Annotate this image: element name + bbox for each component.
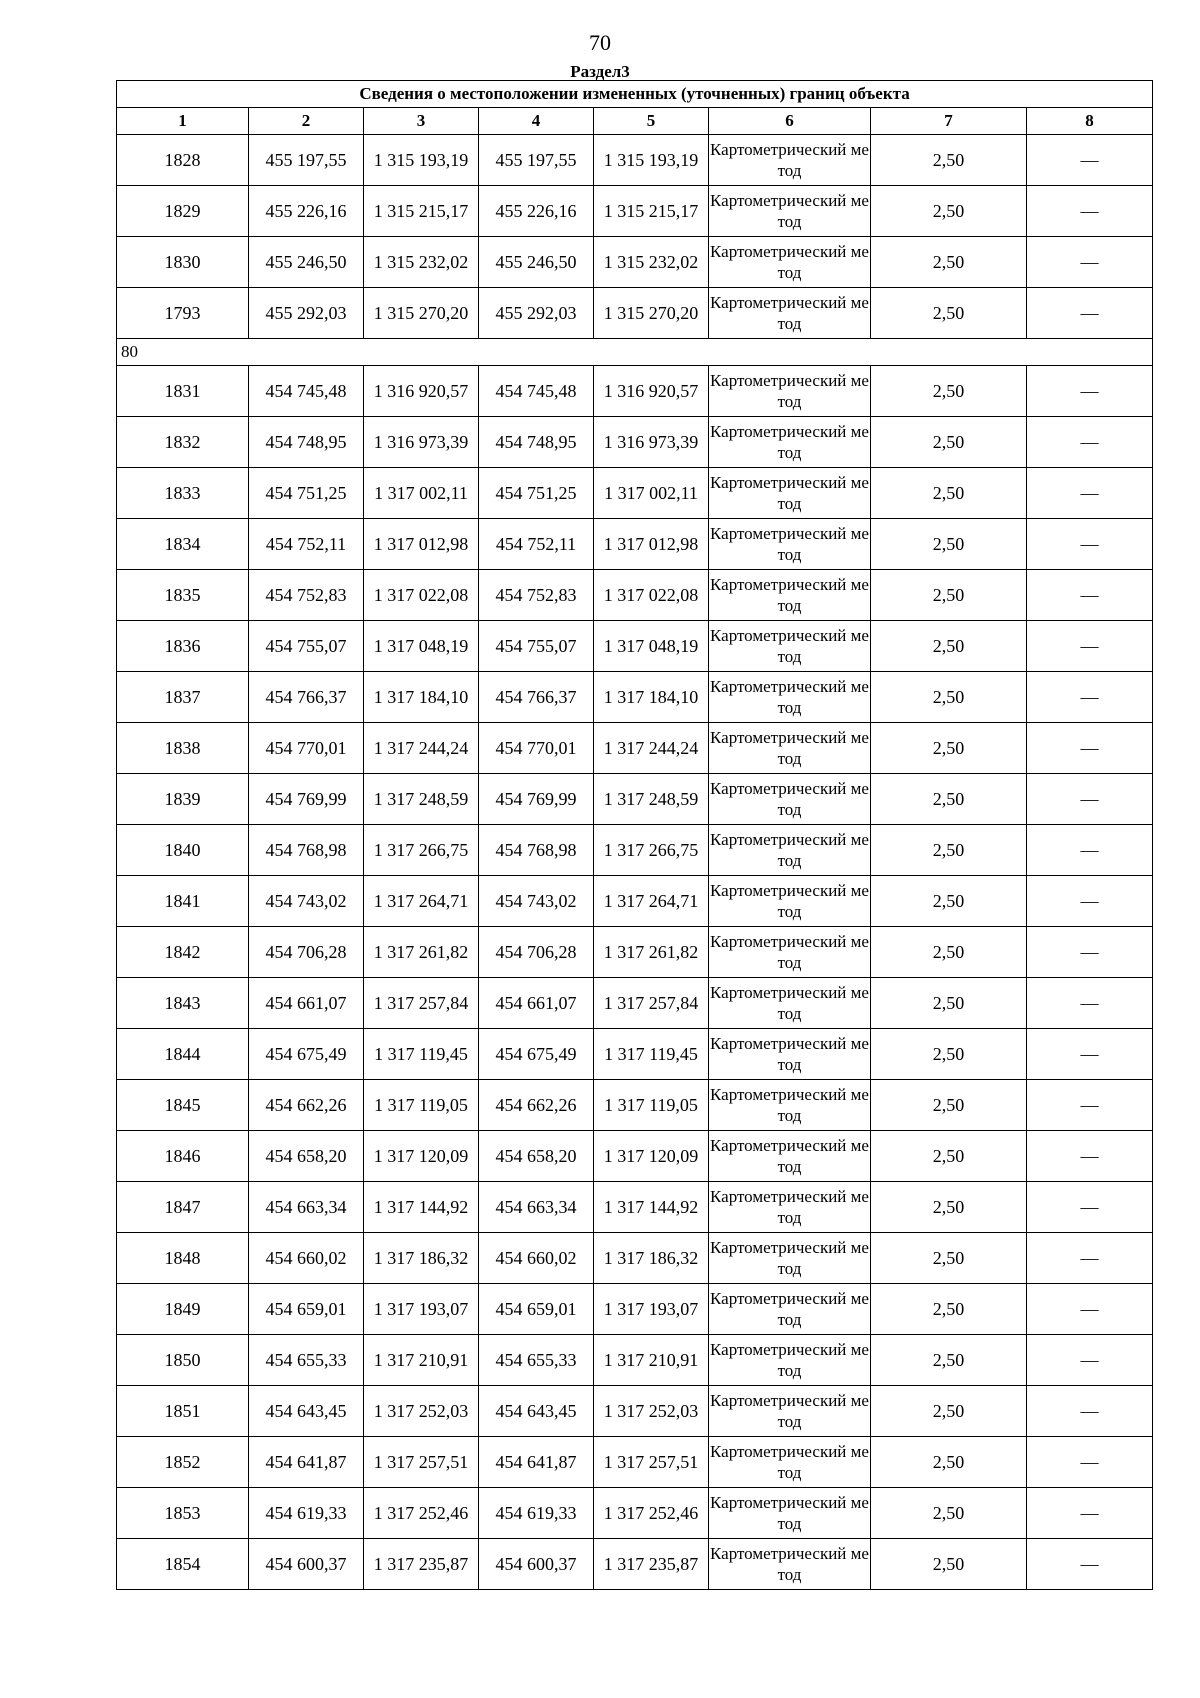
table-cell-col-2: 455 292,03: [249, 288, 364, 339]
table-cell-col-2: 454 662,26: [249, 1080, 364, 1131]
table-cell-col-4: 455 246,50: [479, 237, 594, 288]
table-cell-col-7: 2,50: [871, 1182, 1027, 1233]
table-row: [117, 366, 1153, 417]
table-cell-col-3: 1 317 266,75: [364, 825, 479, 876]
table-cell-col-8: —: [1027, 1335, 1153, 1386]
table-cell-col-2: 454 752,11: [249, 519, 364, 570]
table-cell-col-2: 454 641,87: [249, 1437, 364, 1488]
table-cell-col-4: 455 226,16: [479, 186, 594, 237]
table-cell-col-1: 1845: [117, 1080, 249, 1131]
table-cell-col-2: 454 661,07: [249, 978, 364, 1029]
table-cell-col-1: 1834: [117, 519, 249, 570]
table-cell-col-5: 1 317 252,46: [594, 1488, 709, 1539]
column-header-2: 2: [249, 108, 364, 135]
table-cell-col-5: 1 317 193,07: [594, 1284, 709, 1335]
table-cell-col-7: 2,50: [871, 1233, 1027, 1284]
table-cell-col-6: Картометрический метод: [709, 1437, 871, 1488]
table-cell-col-6: Картометрический метод: [709, 519, 871, 570]
table-cell-col-4: 454 766,37: [479, 672, 594, 723]
table-row: [117, 1386, 1153, 1437]
table-cell-col-7: 2,50: [871, 927, 1027, 978]
table-row: [117, 1335, 1153, 1386]
table-cell-col-1: 1854: [117, 1539, 249, 1590]
table-cell-col-3: 1 317 244,24: [364, 723, 479, 774]
table-cell-col-4: 454 661,07: [479, 978, 594, 1029]
table-cell-col-3: 1 317 261,82: [364, 927, 479, 978]
table-cell-col-2: 454 675,49: [249, 1029, 364, 1080]
table-cell-col-6: Картометрический метод: [709, 1335, 871, 1386]
table-cell-col-1: 1846: [117, 1131, 249, 1182]
table-row: [117, 1539, 1153, 1590]
table-cell-col-3: 1 316 973,39: [364, 417, 479, 468]
table-cell-col-1: 1830: [117, 237, 249, 288]
table-cell-col-2: 454 659,01: [249, 1284, 364, 1335]
table-cell-col-1: 1831: [117, 366, 249, 417]
table-cell-col-1: 1853: [117, 1488, 249, 1539]
table-cell-col-8: —: [1027, 876, 1153, 927]
table-cell-col-3: 1 317 257,51: [364, 1437, 479, 1488]
table-cell-col-6: Картометрический метод: [709, 825, 871, 876]
table-cell-col-3: 1 317 119,45: [364, 1029, 479, 1080]
table-cell-col-8: —: [1027, 519, 1153, 570]
table-cell-col-7: 2,50: [871, 135, 1027, 186]
table-cell-col-6: Картометрический метод: [709, 468, 871, 519]
table-cell-col-8: —: [1027, 237, 1153, 288]
table-cell-col-4: 454 600,37: [479, 1539, 594, 1590]
table-cell-col-1: 1828: [117, 135, 249, 186]
table-cell-col-2: 454 745,48: [249, 366, 364, 417]
table-cell-col-8: —: [1027, 1233, 1153, 1284]
table-cell-col-3: 1 317 235,87: [364, 1539, 479, 1590]
table-cell-col-6: Картометрический метод: [709, 672, 871, 723]
table-row: [117, 978, 1153, 1029]
table-cell-col-6: Картометрический метод: [709, 1233, 871, 1284]
table-cell-col-1: 1851: [117, 1386, 249, 1437]
table-cell-col-8: —: [1027, 570, 1153, 621]
table-cell-col-5: 1 317 184,10: [594, 672, 709, 723]
table-cell-col-8: —: [1027, 468, 1153, 519]
table-cell-col-2: 454 766,37: [249, 672, 364, 723]
table-cell-col-5: 1 317 257,51: [594, 1437, 709, 1488]
table-cell-col-8: —: [1027, 978, 1153, 1029]
column-header-5: 5: [594, 108, 709, 135]
table-cell-col-8: —: [1027, 927, 1153, 978]
table-cell-col-6: Картометрический метод: [709, 927, 871, 978]
table-cell-col-4: 454 662,26: [479, 1080, 594, 1131]
table-cell-col-4: 454 745,48: [479, 366, 594, 417]
table-row: [117, 570, 1153, 621]
table-cell-col-8: —: [1027, 1488, 1153, 1539]
table-cell-col-7: 2,50: [871, 723, 1027, 774]
table-cell-col-6: Картометрический метод: [709, 570, 871, 621]
table-cell-col-3: 1 315 270,20: [364, 288, 479, 339]
table-cell-col-3: 1 315 232,02: [364, 237, 479, 288]
table-cell-col-4: 454 619,33: [479, 1488, 594, 1539]
table-cell-col-4: 454 752,11: [479, 519, 594, 570]
table-cell-col-3: 1 317 210,91: [364, 1335, 479, 1386]
table-row: [117, 288, 1153, 339]
table-cell-col-3: 1 317 252,03: [364, 1386, 479, 1437]
table-cell-col-5: 1 315 215,17: [594, 186, 709, 237]
table-cell-col-4: 454 675,49: [479, 1029, 594, 1080]
table-cell-col-7: 2,50: [871, 1029, 1027, 1080]
table-cell-col-5: 1 317 252,03: [594, 1386, 709, 1437]
table-cell-col-1: 1837: [117, 672, 249, 723]
table-cell-col-8: —: [1027, 1080, 1153, 1131]
table-cell-col-6: Картометрический метод: [709, 978, 871, 1029]
column-header-1: 1: [117, 108, 249, 135]
table-cell-col-5: 1 317 119,45: [594, 1029, 709, 1080]
table-cell-col-2: 454 655,33: [249, 1335, 364, 1386]
table-cell-col-2: 454 755,07: [249, 621, 364, 672]
table-cell-col-7: 2,50: [871, 672, 1027, 723]
table-cell-col-1: 1849: [117, 1284, 249, 1335]
table-row: [117, 417, 1153, 468]
group-row: [117, 339, 1153, 366]
table-cell-col-8: —: [1027, 1386, 1153, 1437]
section-title: Раздел3: [570, 62, 630, 81]
table-cell-col-1: 1829: [117, 186, 249, 237]
table-cell-col-4: 454 769,99: [479, 774, 594, 825]
page-number: 70: [589, 30, 611, 55]
table-cell-col-3: 1 317 012,98: [364, 519, 479, 570]
table-cell-col-7: 2,50: [871, 237, 1027, 288]
table-cell-col-8: —: [1027, 1284, 1153, 1335]
table-cell-col-5: 1 317 012,98: [594, 519, 709, 570]
table-cell-col-4: 454 752,83: [479, 570, 594, 621]
table-cell-col-8: —: [1027, 366, 1153, 417]
table-cell-col-7: 2,50: [871, 774, 1027, 825]
table-cell-col-7: 2,50: [871, 1080, 1027, 1131]
table-row: [117, 237, 1153, 288]
table-row: [117, 825, 1153, 876]
table-cell-col-2: 454 748,95: [249, 417, 364, 468]
table-cell-col-7: 2,50: [871, 825, 1027, 876]
table-cell-col-4: 454 658,20: [479, 1131, 594, 1182]
table-cell-col-2: 454 619,33: [249, 1488, 364, 1539]
table-cell-col-2: 454 751,25: [249, 468, 364, 519]
table-cell-col-3: 1 317 193,07: [364, 1284, 479, 1335]
table-cell-col-5: 1 317 244,24: [594, 723, 709, 774]
table-cell-col-2: 455 246,50: [249, 237, 364, 288]
table-cell-col-4: 454 706,28: [479, 927, 594, 978]
table-cell-col-4: 454 755,07: [479, 621, 594, 672]
table-row: [117, 672, 1153, 723]
table-row: [117, 1182, 1153, 1233]
column-header-8: 8: [1027, 108, 1153, 135]
table-cell-col-7: 2,50: [871, 1386, 1027, 1437]
table-cell-col-7: 2,50: [871, 468, 1027, 519]
table-cell-col-7: 2,50: [871, 366, 1027, 417]
table-cell-col-2: 454 768,98: [249, 825, 364, 876]
table-cell-col-2: 454 743,02: [249, 876, 364, 927]
table-row: [117, 1284, 1153, 1335]
table-cell-col-5: 1 315 232,02: [594, 237, 709, 288]
table-cell-col-1: 1842: [117, 927, 249, 978]
table-cell-col-2: 454 658,20: [249, 1131, 364, 1182]
table-row: [117, 1488, 1153, 1539]
table-cell-col-2: 454 770,01: [249, 723, 364, 774]
table-cell-col-6: Картометрический метод: [709, 1488, 871, 1539]
table-cell-col-3: 1 317 248,59: [364, 774, 479, 825]
table-cell-col-6: Картометрический метод: [709, 876, 871, 927]
table-cell-col-2: 454 706,28: [249, 927, 364, 978]
table-cell-col-8: —: [1027, 621, 1153, 672]
table-body: [117, 135, 1153, 1590]
table-cell-col-6: Картометрический метод: [709, 774, 871, 825]
table-cell-col-1: 1835: [117, 570, 249, 621]
table-cell-col-4: 454 660,02: [479, 1233, 594, 1284]
table-cell-col-5: 1 317 186,32: [594, 1233, 709, 1284]
table-cell-col-1: 1793: [117, 288, 249, 339]
table-cell-col-4: 454 641,87: [479, 1437, 594, 1488]
table-cell-col-3: 1 317 002,11: [364, 468, 479, 519]
table-cell-col-6: Картометрический метод: [709, 621, 871, 672]
table-cell-col-7: 2,50: [871, 519, 1027, 570]
table-cell-col-6: Картометрический метод: [709, 288, 871, 339]
table-cell-col-1: 1852: [117, 1437, 249, 1488]
table-header-row: [117, 108, 1153, 135]
table-cell-col-1: 1836: [117, 621, 249, 672]
table-cell-col-2: 454 752,83: [249, 570, 364, 621]
table-cell-col-5: 1 317 048,19: [594, 621, 709, 672]
column-header-3: 3: [364, 108, 479, 135]
table-row: [117, 1233, 1153, 1284]
column-header-6: 6: [709, 108, 871, 135]
table-cell-col-4: 454 743,02: [479, 876, 594, 927]
table-cell-col-6: Картометрический метод: [709, 1080, 871, 1131]
table-row: [117, 1131, 1153, 1182]
table-cell-col-3: 1 317 252,46: [364, 1488, 479, 1539]
table-caption: Сведения о местоположении измененных (уточненных) границ объекта: [117, 81, 1153, 108]
table-cell-col-2: 454 600,37: [249, 1539, 364, 1590]
table-cell-col-7: 2,50: [871, 288, 1027, 339]
table-cell-col-3: 1 317 022,08: [364, 570, 479, 621]
table-cell-col-1: 1832: [117, 417, 249, 468]
table-cell-col-8: —: [1027, 186, 1153, 237]
table-row: [117, 1437, 1153, 1488]
table-cell-col-7: 2,50: [871, 570, 1027, 621]
table-cell-col-1: 1839: [117, 774, 249, 825]
table-cell-col-6: Картометрический метод: [709, 237, 871, 288]
table-cell-col-8: —: [1027, 723, 1153, 774]
table-cell-col-7: 2,50: [871, 417, 1027, 468]
table-cell-col-8: —: [1027, 1539, 1153, 1590]
table-cell-col-1: 1848: [117, 1233, 249, 1284]
table-cell-col-5: 1 317 144,92: [594, 1182, 709, 1233]
table-cell-col-5: 1 317 002,11: [594, 468, 709, 519]
table-cell-col-2: 454 663,34: [249, 1182, 364, 1233]
table-cell-col-6: Картометрический метод: [709, 366, 871, 417]
table-cell-col-5: 1 315 193,19: [594, 135, 709, 186]
table-cell-col-7: 2,50: [871, 1131, 1027, 1182]
table-cell-col-6: Картометрический метод: [709, 186, 871, 237]
table-cell-col-2: 455 226,16: [249, 186, 364, 237]
table-cell-col-3: 1 317 144,92: [364, 1182, 479, 1233]
table-row: [117, 723, 1153, 774]
table-cell-col-5: 1 317 266,75: [594, 825, 709, 876]
table-row: [117, 876, 1153, 927]
table-row: [117, 774, 1153, 825]
table-cell-col-7: 2,50: [871, 1539, 1027, 1590]
table-cell-col-5: 1 316 973,39: [594, 417, 709, 468]
table-cell-col-8: —: [1027, 417, 1153, 468]
column-header-4: 4: [479, 108, 594, 135]
table-cell-col-2: 455 197,55: [249, 135, 364, 186]
table-cell-col-5: 1 317 261,82: [594, 927, 709, 978]
table-cell-col-5: 1 317 235,87: [594, 1539, 709, 1590]
table-cell-col-8: —: [1027, 288, 1153, 339]
table-cell-col-5: 1 317 022,08: [594, 570, 709, 621]
table-cell-col-4: 455 197,55: [479, 135, 594, 186]
table-cell-col-6: Картометрический метод: [709, 1131, 871, 1182]
table-cell-col-1: 1833: [117, 468, 249, 519]
table-cell-col-7: 2,50: [871, 621, 1027, 672]
boundary-table: [116, 80, 1153, 1590]
table-cell-col-2: 454 660,02: [249, 1233, 364, 1284]
table-cell-col-7: 2,50: [871, 1335, 1027, 1386]
table-cell-col-1: 1850: [117, 1335, 249, 1386]
table-cell-col-1: 1841: [117, 876, 249, 927]
table-cell-col-4: 454 748,95: [479, 417, 594, 468]
table-cell-col-8: —: [1027, 1131, 1153, 1182]
table-cell-col-1: 1838: [117, 723, 249, 774]
table-cell-col-8: —: [1027, 825, 1153, 876]
table-cell-col-7: 2,50: [871, 1284, 1027, 1335]
table-cell-col-8: —: [1027, 672, 1153, 723]
table-cell-col-4: 455 292,03: [479, 288, 594, 339]
table-cell-col-3: 1 317 120,09: [364, 1131, 479, 1182]
table-cell-col-4: 454 659,01: [479, 1284, 594, 1335]
table-row: [117, 1080, 1153, 1131]
table-cell-col-6: Картометрический метод: [709, 1284, 871, 1335]
table-cell-col-5: 1 317 257,84: [594, 978, 709, 1029]
table-row: [117, 621, 1153, 672]
table-cell-col-2: 454 769,99: [249, 774, 364, 825]
group-label: 80: [117, 339, 1153, 366]
table-cell-col-4: 454 768,98: [479, 825, 594, 876]
table-cell-col-8: —: [1027, 1182, 1153, 1233]
table-cell-col-6: Картометрический метод: [709, 417, 871, 468]
table-cell-col-6: Картометрический метод: [709, 1386, 871, 1437]
table-cell-col-5: 1 317 248,59: [594, 774, 709, 825]
table-cell-col-5: 1 316 920,57: [594, 366, 709, 417]
table-cell-col-1: 1843: [117, 978, 249, 1029]
column-header-7: 7: [871, 108, 1027, 135]
table-cell-col-3: 1 317 184,10: [364, 672, 479, 723]
table-row: [117, 135, 1153, 186]
table-row: [117, 1029, 1153, 1080]
table-row: [117, 519, 1153, 570]
table-cell-col-5: 1 317 119,05: [594, 1080, 709, 1131]
table-cell-col-3: 1 317 048,19: [364, 621, 479, 672]
table-cell-col-3: 1 315 215,17: [364, 186, 479, 237]
table-cell-col-3: 1 317 119,05: [364, 1080, 479, 1131]
table-cell-col-6: Картометрический метод: [709, 1182, 871, 1233]
table-cell-col-4: 454 751,25: [479, 468, 594, 519]
table-cell-col-3: 1 317 186,32: [364, 1233, 479, 1284]
table-cell-col-7: 2,50: [871, 1437, 1027, 1488]
table-cell-col-1: 1844: [117, 1029, 249, 1080]
table-cell-col-5: 1 317 264,71: [594, 876, 709, 927]
table-row: [117, 468, 1153, 519]
table-cell-col-3: 1 317 264,71: [364, 876, 479, 927]
table-cell-col-5: 1 315 270,20: [594, 288, 709, 339]
table-cell-col-2: 454 643,45: [249, 1386, 364, 1437]
table-cell-col-7: 2,50: [871, 876, 1027, 927]
table-cell-col-6: Картометрический метод: [709, 135, 871, 186]
table-cell-col-3: 1 315 193,19: [364, 135, 479, 186]
table-cell-col-8: —: [1027, 1437, 1153, 1488]
table-cell-col-4: 454 663,34: [479, 1182, 594, 1233]
table-cell-col-8: —: [1027, 135, 1153, 186]
table-row: [117, 186, 1153, 237]
table-cell-col-1: 1847: [117, 1182, 249, 1233]
table-row: [117, 927, 1153, 978]
table-cell-col-3: 1 316 920,57: [364, 366, 479, 417]
table-cell-col-7: 2,50: [871, 978, 1027, 1029]
table-cell-col-1: 1840: [117, 825, 249, 876]
table-cell-col-4: 454 655,33: [479, 1335, 594, 1386]
table-cell-col-5: 1 317 120,09: [594, 1131, 709, 1182]
table-cell-col-6: Картометрический метод: [709, 1539, 871, 1590]
table-cell-col-7: 2,50: [871, 186, 1027, 237]
table-cell-col-6: Картометрический метод: [709, 1029, 871, 1080]
table-cell-col-6: Картометрический метод: [709, 723, 871, 774]
table-cell-col-8: —: [1027, 774, 1153, 825]
table-cell-col-4: 454 643,45: [479, 1386, 594, 1437]
table-cell-col-3: 1 317 257,84: [364, 978, 479, 1029]
table-cell-col-8: —: [1027, 1029, 1153, 1080]
table-cell-col-4: 454 770,01: [479, 723, 594, 774]
table-cell-col-7: 2,50: [871, 1488, 1027, 1539]
table-cell-col-5: 1 317 210,91: [594, 1335, 709, 1386]
